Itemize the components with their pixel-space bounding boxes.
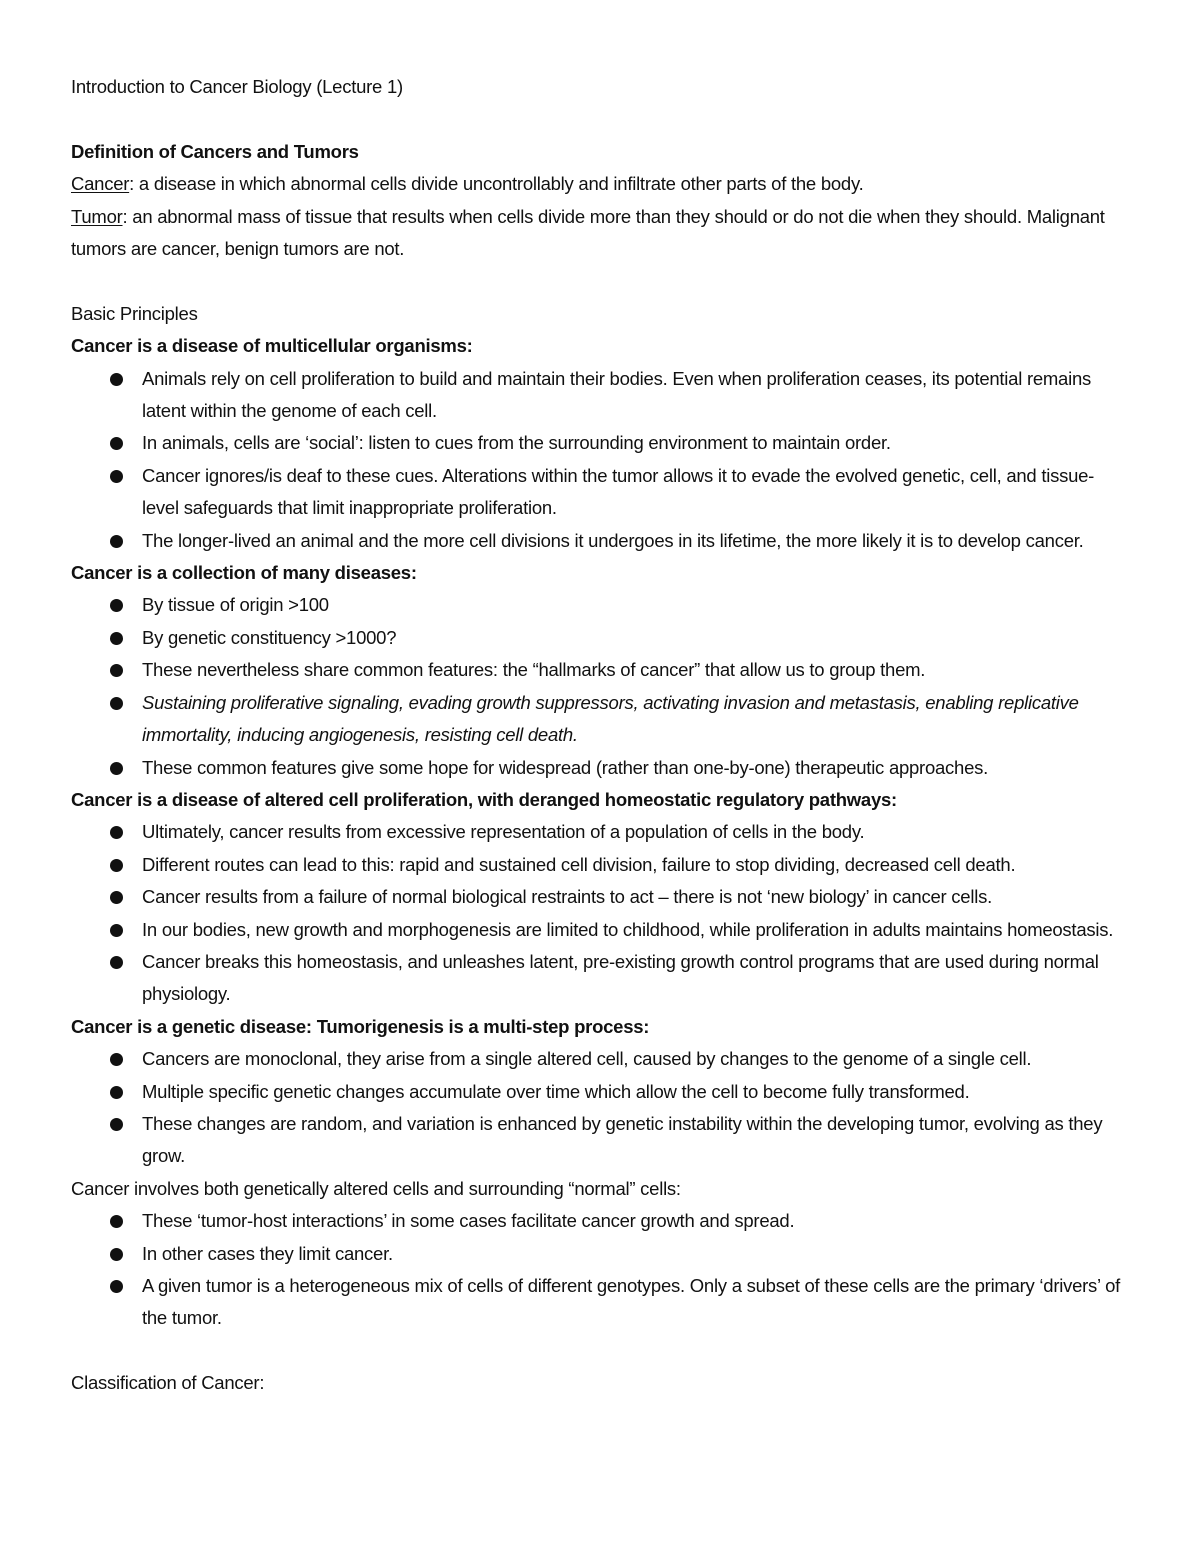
list-item: [71, 1270, 1130, 1335]
definitions-heading: Definition of Cancers and Tumors: [71, 140, 359, 162]
spacer: [71, 265, 1130, 297]
section-heading-genetic-disease: Cancer is a genetic disease: Tumorigenesis is a multi-step process:: [71, 1015, 650, 1037]
bullet-list-multicellular: [71, 363, 1130, 557]
bullet-icon: [110, 437, 123, 450]
list-item: [71, 654, 1130, 686]
document-title: Introduction to Cancer Biology (Lecture 1): [71, 76, 403, 97]
list-item-text: Cancer results from a failure of normal biological restraints to act – there is not ‘new biology’ in cancer cells.: [142, 886, 992, 908]
bullet-list-genetic-disease: [71, 1043, 1130, 1173]
list-item: [71, 460, 1130, 525]
list-item-text: In animals, cells are ‘social’: listen to cues from the surrounding environment to maintain order.: [142, 432, 891, 454]
list-item-text: Ultimately, cancer results from excessive representation of a population of cells in the body.: [142, 821, 865, 843]
bullet-list-many-diseases: [71, 589, 1130, 783]
bullet-icon: [110, 373, 123, 386]
bullet-icon: [110, 1215, 123, 1228]
bullet-icon: [110, 1118, 123, 1131]
list-item: [71, 946, 1130, 1011]
spacer: [71, 103, 1130, 135]
bullet-icon: [110, 1280, 123, 1293]
list-item: [71, 363, 1130, 428]
section-heading-many-diseases: Cancer is a collection of many diseases:: [71, 562, 417, 584]
section-heading-multicellular: Cancer is a disease of multicellular organisms:: [71, 335, 473, 357]
list-item: [71, 881, 1130, 913]
bullet-icon: [110, 826, 123, 839]
bullet-icon: [110, 1248, 123, 1261]
bullet-icon: [110, 535, 123, 548]
classification-heading: Classification of Cancer:: [71, 1372, 265, 1394]
list-item-text: These common features give some hope for widespread (rather than one-by-one) therapeutic approaches.: [142, 756, 989, 778]
list-item: [71, 752, 1130, 784]
bullet-icon: [110, 697, 123, 710]
bullet-icon: [110, 470, 123, 483]
section-heading-altered-proliferation: Cancer is a disease of altered cell proliferation, with deranged homeostatic regulatory pathways:: [71, 788, 897, 810]
section-heading-host-interactions: Cancer involves both genetically altered cells and surrounding “normal” cells:: [71, 1177, 681, 1199]
list-item: [71, 1076, 1130, 1108]
list-item-text: Multiple specific genetic changes accumulate over time which allow the cell to become fully transformed.: [142, 1080, 970, 1102]
list-item-text: These changes are random, and variation is enhanced by genetic instability within the developing tumor, evolving as they grow.: [142, 1112, 1103, 1167]
list-item: [71, 1043, 1130, 1075]
list-item: [71, 816, 1130, 848]
tumor-term: Tumor: [71, 205, 123, 227]
list-item-text: These nevertheless share common features: the “hallmarks of cancer” that allow us to group them.: [142, 659, 926, 681]
tumor-definition: [71, 201, 1130, 266]
list-item: [71, 1205, 1130, 1237]
list-item-text: Cancers are monoclonal, they arise from a single altered cell, caused by changes to the genome of a single cell.: [142, 1048, 1032, 1070]
list-item: [71, 589, 1130, 621]
bullet-icon: [110, 891, 123, 904]
bullet-icon: [110, 632, 123, 645]
list-item-text: By tissue of origin >100: [142, 594, 329, 616]
bullet-icon: [110, 1053, 123, 1066]
list-item-text: These ‘tumor-host interactions’ in some cases facilitate cancer growth and spread.: [142, 1210, 795, 1232]
bullet-icon: [110, 1086, 123, 1099]
bullet-icon: [110, 762, 123, 775]
bullet-icon: [110, 664, 123, 677]
basic-principles-heading: Basic Principles: [71, 302, 198, 324]
list-item: [71, 622, 1130, 654]
bullet-list-altered-proliferation: [71, 816, 1130, 1010]
list-item-text: The longer-lived an animal and the more cell divisions it undergoes in its lifetime, the more likely it is to develop cancer.: [142, 529, 1084, 551]
list-item-text: Animals rely on cell proliferation to build and maintain their bodies. Even when proliferation ceases, its potential remains latent within the genome of each cell.: [142, 367, 1091, 422]
bullet-icon: [110, 599, 123, 612]
list-item-text: In our bodies, new growth and morphogenesis are limited to childhood, while proliferation in adults maintains homeostasis.: [142, 918, 1114, 940]
bullet-icon: [110, 924, 123, 937]
list-item-text: A given tumor is a heterogeneous mix of cells of different genotypes. Only a subset of these cells are the primary ‘drivers’ of the tumor.: [142, 1275, 1121, 1329]
list-item-text: In other cases they limit cancer.: [142, 1242, 393, 1264]
tumor-definition-text: : an abnormal mass of tissue that results when cells divide more than they should or do not die when they should. Malignant tumors are cancer, benign tumors are not.: [71, 205, 1105, 260]
bullet-list-host-interactions: [71, 1205, 1130, 1335]
list-item: [71, 525, 1130, 557]
bullet-icon: [110, 956, 123, 969]
list-item-text: Different routes can lead to this: rapid and sustained cell division, failure to stop dividing, decreased cell death.: [142, 853, 1016, 875]
list-item: [71, 849, 1130, 881]
list-item-text: By genetic constituency >1000?: [142, 626, 397, 648]
list-item: [71, 914, 1130, 946]
list-item: [71, 1238, 1130, 1270]
cancer-definition-text: : a disease in which abnormal cells divide uncontrollably and infiltrate other parts of the body.: [129, 173, 864, 195]
cancer-term: Cancer: [71, 173, 130, 195]
list-item: [71, 687, 1130, 752]
bullet-icon: [110, 859, 123, 872]
spacer: [71, 1335, 1130, 1367]
list-item-text: Cancer ignores/is deaf to these cues. Alterations within the tumor allows it to evade the evolved genetic, cell, and tissue-level safeguards that limit inappropriate proliferation.: [142, 464, 1095, 519]
list-item-text: Cancer breaks this homeostasis, and unleashes latent, pre-existing growth control programs that are used during normal physiology.: [142, 950, 1099, 1005]
list-item: [71, 1108, 1130, 1173]
list-item: [71, 427, 1130, 459]
cancer-definition: [71, 168, 1130, 200]
hallmarks-list-text: Sustaining proliferative signaling, evading growth suppressors, activating invasion and metastasis, enabling replicative immortality, inducing angiogenesis, resisting cell death.: [142, 691, 1079, 746]
